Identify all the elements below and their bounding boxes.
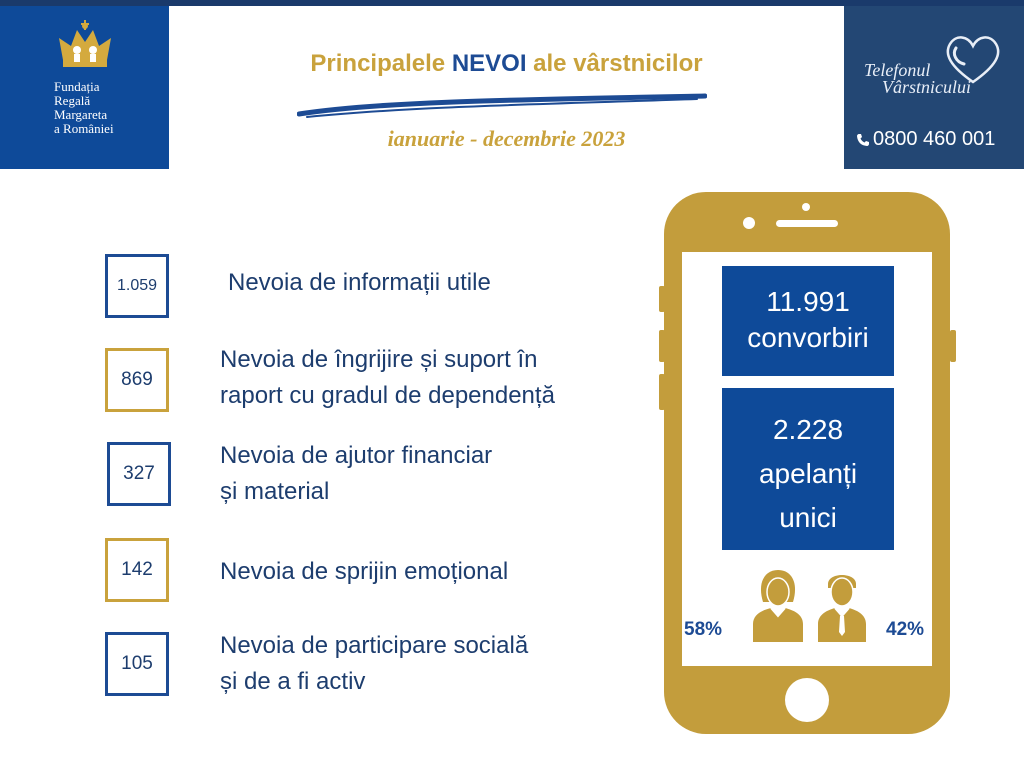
hotline-number-text: 0800 460 001: [873, 128, 996, 150]
need-count: 327: [123, 463, 155, 484]
title-part2: ale vârstnicilor: [526, 50, 703, 77]
callers-label-line1: apelanți: [758, 458, 858, 489]
hotline-name-line2: Vârstnicului: [882, 77, 971, 97]
phone-side-button: [950, 330, 956, 362]
crown-icon: [55, 20, 115, 72]
male-person-icon: [816, 566, 868, 642]
need-label-line: Nevoia de ajutor financiar: [220, 442, 493, 469]
need-label: [220, 438, 492, 510]
foundation-name-line: Fundația: [54, 79, 100, 94]
page-title: [169, 50, 844, 78]
need-label: [228, 265, 491, 301]
need-count: 105: [121, 653, 153, 674]
need-label-line: raport cu gradul de dependență: [220, 382, 555, 409]
need-label-line: și material: [220, 478, 330, 505]
need-count: 1.059: [116, 277, 158, 294]
need-label-line: Nevoia de participare socială: [220, 632, 529, 659]
female-percentage: 58%: [684, 619, 723, 640]
phone-speaker: [776, 220, 838, 227]
hotline-logo: [844, 6, 1024, 169]
need-label-line: Nevoia de îngrijire și suport în: [220, 346, 538, 373]
need-label-line: și de a fi activ: [220, 668, 366, 695]
foundation-name-line: a României: [54, 121, 114, 136]
hotline-number[interactable]: [856, 128, 995, 151]
need-count: 869: [121, 369, 153, 390]
phone-icon: [856, 133, 870, 147]
title-band: [169, 6, 844, 169]
need-count-box: [105, 254, 169, 318]
need-count-box: [105, 538, 169, 602]
foundation-name-line: Margareta: [54, 107, 108, 122]
calls-label: convorbiri: [747, 322, 869, 353]
phone-camera: [802, 203, 810, 211]
phone-sensor: [743, 217, 755, 229]
hotline-name-line1: Telefonul: [864, 60, 931, 80]
brush-stroke-divider: [297, 92, 707, 122]
need-label: [220, 628, 528, 700]
need-count: 142: [121, 559, 153, 580]
female-person-icon: [751, 568, 805, 642]
male-percentage: 42%: [886, 619, 925, 640]
need-count-box: [105, 348, 169, 412]
foundation-name-line: Regală: [54, 93, 91, 108]
need-label-line: Nevoia de informații utile: [228, 269, 491, 296]
need-count-box: [105, 632, 169, 696]
callers-stat-box: [722, 388, 894, 550]
foundation-logo: [0, 6, 169, 169]
callers-value: 2.228: [772, 414, 844, 445]
title-highlight: NEVOI: [451, 50, 527, 77]
calls-value: 11.991: [766, 286, 850, 317]
need-label-line: Nevoia de sprijin emoțional: [220, 558, 509, 585]
need-label: [220, 342, 555, 414]
title-part1: Principalele: [310, 50, 452, 77]
phone-home-button: [785, 678, 829, 722]
calls-stat-box: [722, 266, 894, 376]
callers-label-line2: unici: [779, 502, 837, 533]
date-range-subtitle: ianuarie - decembrie 2023: [387, 126, 626, 151]
need-label: [220, 554, 508, 590]
need-count-box: [107, 442, 171, 506]
